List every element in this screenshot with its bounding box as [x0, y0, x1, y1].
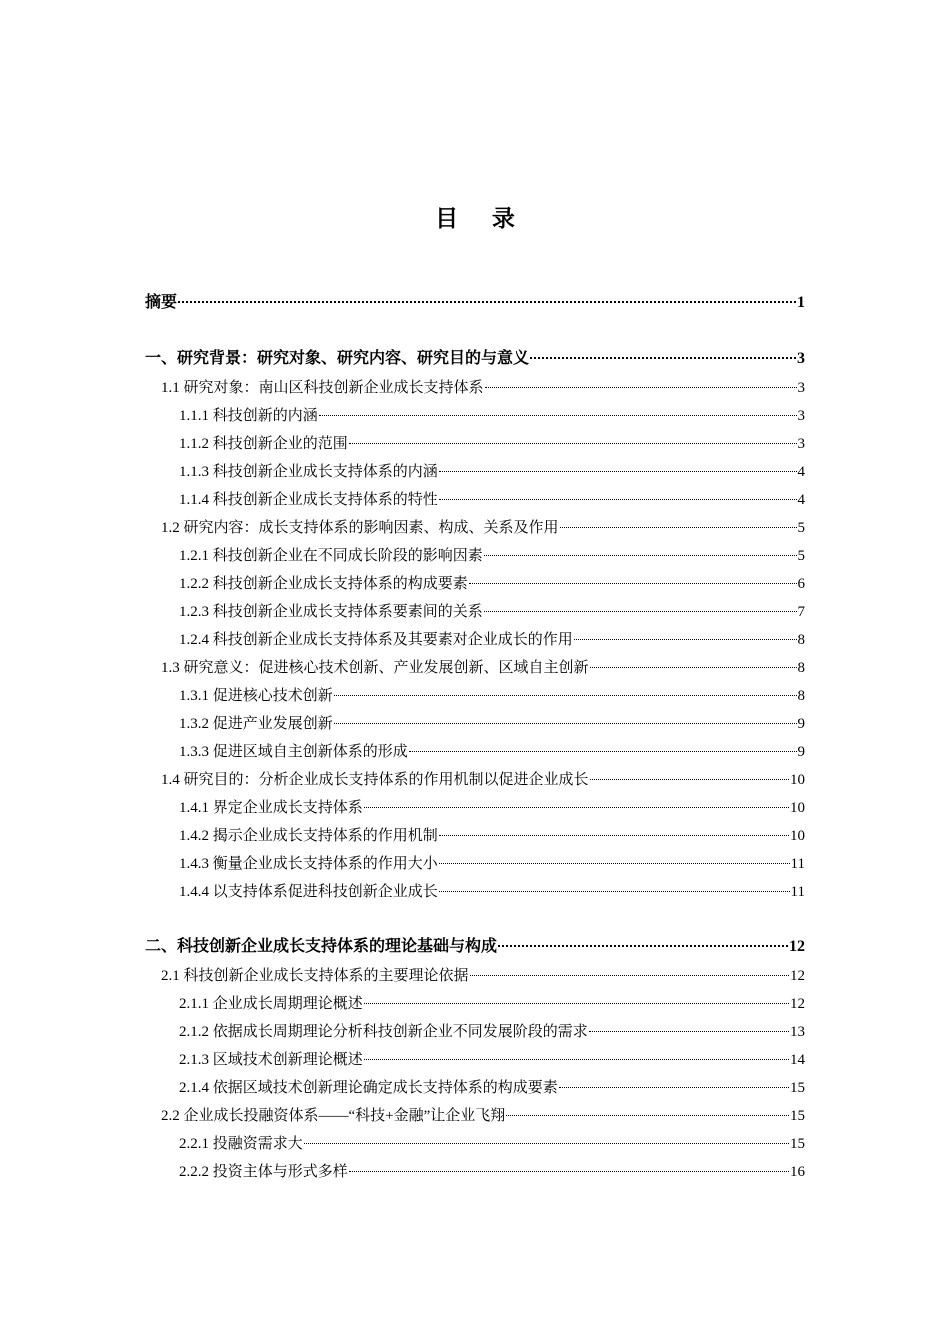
toc-entry-level-1[interactable] — [145, 374, 805, 402]
toc-entry-title: 2.1 科技创新企业成长支持体系的主要理论依据 — [161, 968, 469, 984]
dot-leader — [349, 1171, 789, 1172]
toc-entry-page-number: 3 — [797, 408, 805, 424]
dot-leader — [304, 1143, 789, 1144]
toc-entry-page-number: 12 — [790, 968, 805, 984]
toc-entry-title: 1.4.1 界定企业成长支持体系 — [179, 800, 363, 816]
toc-entry-page-number: 15 — [790, 1136, 805, 1152]
toc-entry-level-2[interactable] — [145, 598, 805, 626]
toc-entry-title: 2.2.1 投融资需求大 — [179, 1136, 303, 1152]
toc-entry-page-number: 7 — [797, 604, 805, 620]
dot-leader — [409, 751, 797, 752]
toc-entry-page-number: 8 — [797, 660, 805, 676]
toc-entry-page-number: 5 — [797, 520, 805, 536]
toc-entry-level-2[interactable] — [145, 1158, 805, 1186]
toc-entry-level-1[interactable] — [145, 962, 805, 990]
dot-leader — [559, 1087, 789, 1088]
toc-entry-page-number: 9 — [797, 744, 805, 760]
dot-leader — [506, 1115, 789, 1116]
toc-entry-title: 一、研究背景：研究对象、研究内容、研究目的与意义 — [145, 350, 530, 367]
toc-entry-page-number: 8 — [797, 688, 805, 704]
toc-entry-title: 1.2 研究内容：成长支持体系的影响因素、构成、关系及作用 — [161, 520, 559, 536]
toc-entry-title: 1.2.1 科技创新企业在不同成长阶段的影响因素 — [179, 548, 483, 564]
toc-entry-title: 2.2.2 投资主体与形式多样 — [179, 1164, 348, 1180]
toc-entry-title: 二、科技创新企业成长支持体系的理论基础与构成 — [145, 938, 498, 955]
toc-entry-title: 1.1 研究对象：南山区科技创新企业成长支持体系 — [161, 380, 484, 396]
dot-leader — [439, 499, 797, 500]
dot-leader — [560, 527, 797, 528]
toc-entry-page-number: 11 — [790, 856, 805, 872]
toc-entry-level-2[interactable] — [145, 990, 805, 1018]
dot-leader — [178, 301, 796, 303]
toc-entry-page-number: 11 — [790, 884, 805, 900]
dot-leader — [530, 357, 796, 359]
toc-entry-level-2[interactable] — [145, 626, 805, 654]
toc-entry-level-2[interactable] — [145, 402, 805, 430]
toc-entry-level-1[interactable] — [145, 654, 805, 682]
dot-leader — [319, 415, 797, 416]
toc-entry-page-number: 4 — [797, 492, 805, 508]
toc-entry-title: 1.1.2 科技创新企业的范围 — [179, 436, 348, 452]
dot-leader — [439, 835, 789, 836]
toc-entry-page-number: 5 — [797, 548, 805, 564]
toc-title: 目 录 — [435, 206, 529, 231]
dot-leader — [470, 975, 789, 976]
dot-leader — [590, 667, 797, 668]
dot-leader — [498, 945, 788, 947]
toc-entry-level-0[interactable] — [145, 932, 805, 962]
toc-entry-title: 1.1.4 科技创新企业成长支持体系的特性 — [179, 492, 438, 508]
toc-entry-page-number: 9 — [797, 716, 805, 732]
section-gap — [145, 318, 805, 344]
toc-entry-level-2[interactable] — [145, 1018, 805, 1046]
dot-leader — [349, 443, 797, 444]
toc-entry-title: 1.4 研究目的：分析企业成长支持体系的作用机制以促进企业成长 — [161, 772, 589, 788]
dot-leader — [485, 387, 797, 388]
dot-leader — [484, 555, 797, 556]
toc-entry-title: 1.1.3 科技创新企业成长支持体系的内涵 — [179, 464, 438, 480]
toc-entry-level-2[interactable] — [145, 822, 805, 850]
toc-entry-title: 1.4.4 以支持体系促进科技创新企业成长 — [179, 884, 438, 900]
toc-entry-level-2[interactable] — [145, 1046, 805, 1074]
dot-leader — [589, 1031, 789, 1032]
toc-entry-title: 2.1.4 依据区域技术创新理论确定成长支持体系的构成要素 — [179, 1080, 558, 1096]
toc-entry-title: 1.3.3 促进区域自主创新体系的形成 — [179, 744, 408, 760]
dot-leader — [469, 583, 797, 584]
toc-entry-level-2[interactable] — [145, 1130, 805, 1158]
toc-entry-level-1[interactable] — [145, 766, 805, 794]
toc-entry-page-number: 10 — [790, 772, 805, 788]
toc-entry-page-number: 12 — [790, 996, 805, 1012]
toc-entry-level-2[interactable] — [145, 458, 805, 486]
toc-entry-title: 2.1.3 区域技术创新理论概述 — [179, 1052, 363, 1068]
dot-leader — [439, 891, 790, 892]
toc-entry-level-1[interactable] — [145, 1102, 805, 1130]
dot-leader — [364, 1059, 789, 1060]
toc-entry-page-number: 3 — [797, 436, 805, 452]
dot-leader — [334, 695, 797, 696]
toc-entry-title: 1.4.2 揭示企业成长支持体系的作用机制 — [179, 828, 438, 844]
toc-entry-level-0[interactable] — [145, 344, 805, 374]
toc-entry-title: 1.3.1 促进核心技术创新 — [179, 688, 333, 704]
toc-entry-page-number: 4 — [797, 464, 805, 480]
toc-entry-level-2[interactable] — [145, 682, 805, 710]
toc-entry-page-number: 10 — [790, 828, 805, 844]
toc-entry-title: 1.2.4 科技创新企业成长支持体系及其要素对企业成长的作用 — [179, 632, 573, 648]
toc-entry-title: 2.1.1 企业成长周期理论概述 — [179, 996, 363, 1012]
toc-entry-page-number: 8 — [797, 632, 805, 648]
toc-entry-level-2[interactable] — [145, 738, 805, 766]
toc-entry-page-number: 10 — [790, 800, 805, 816]
toc-entry-title: 1.4.3 衡量企业成长支持体系的作用大小 — [179, 856, 438, 872]
dot-leader — [574, 639, 797, 640]
toc-entry-title: 1.1.1 科技创新的内涵 — [179, 408, 318, 424]
dot-leader — [439, 863, 790, 864]
toc-entry-level-2[interactable] — [145, 850, 805, 878]
toc-entry-page-number: 1 — [797, 294, 805, 311]
section-gap — [145, 906, 805, 932]
toc-entry-level-1[interactable] — [145, 514, 805, 542]
toc-entry-level-0[interactable] — [145, 288, 805, 318]
toc-entry-title: 摘要 — [145, 294, 178, 311]
dot-leader — [590, 779, 789, 780]
toc-entry-level-2[interactable] — [145, 430, 805, 458]
toc-entry-title: 1.2.3 科技创新企业成长支持体系要素间的关系 — [179, 604, 483, 620]
toc-entry-page-number: 3 — [797, 350, 805, 367]
dot-leader — [364, 807, 789, 808]
toc-entry-page-number: 12 — [789, 938, 805, 955]
toc-entry-page-number: 15 — [790, 1080, 805, 1096]
toc-entry-title: 1.3 研究意义：促进核心技术创新、产业发展创新、区域自主创新 — [161, 660, 589, 676]
toc-entry-title: 1.2.2 科技创新企业成长支持体系的构成要素 — [179, 576, 468, 592]
toc-entry-level-2[interactable] — [145, 570, 805, 598]
dot-leader — [364, 1003, 789, 1004]
dot-leader — [334, 723, 797, 724]
toc-entry-page-number: 16 — [790, 1164, 805, 1180]
table-of-contents — [145, 288, 805, 1186]
toc-entry-level-2[interactable] — [145, 1074, 805, 1102]
toc-entry-page-number: 15 — [790, 1108, 805, 1124]
toc-entry-title: 1.3.2 促进产业发展创新 — [179, 716, 333, 732]
toc-entry-page-number: 3 — [797, 380, 805, 396]
toc-entry-level-2[interactable] — [145, 794, 805, 822]
dot-leader — [484, 611, 797, 612]
toc-entry-level-2[interactable] — [145, 878, 805, 906]
toc-entry-page-number: 14 — [790, 1052, 805, 1068]
toc-entry-page-number: 6 — [797, 576, 805, 592]
toc-entry-page-number: 13 — [790, 1024, 805, 1040]
dot-leader — [439, 471, 797, 472]
toc-entry-title: 2.1.2 依据成长周期理论分析科技创新企业不同发展阶段的需求 — [179, 1024, 588, 1040]
toc-entry-level-2[interactable] — [145, 486, 805, 514]
toc-entry-level-2[interactable] — [145, 710, 805, 738]
toc-entry-title: 2.2 企业成长投融资体系——“科技+金融”让企业飞翔 — [161, 1108, 506, 1124]
toc-entry-level-2[interactable] — [145, 542, 805, 570]
